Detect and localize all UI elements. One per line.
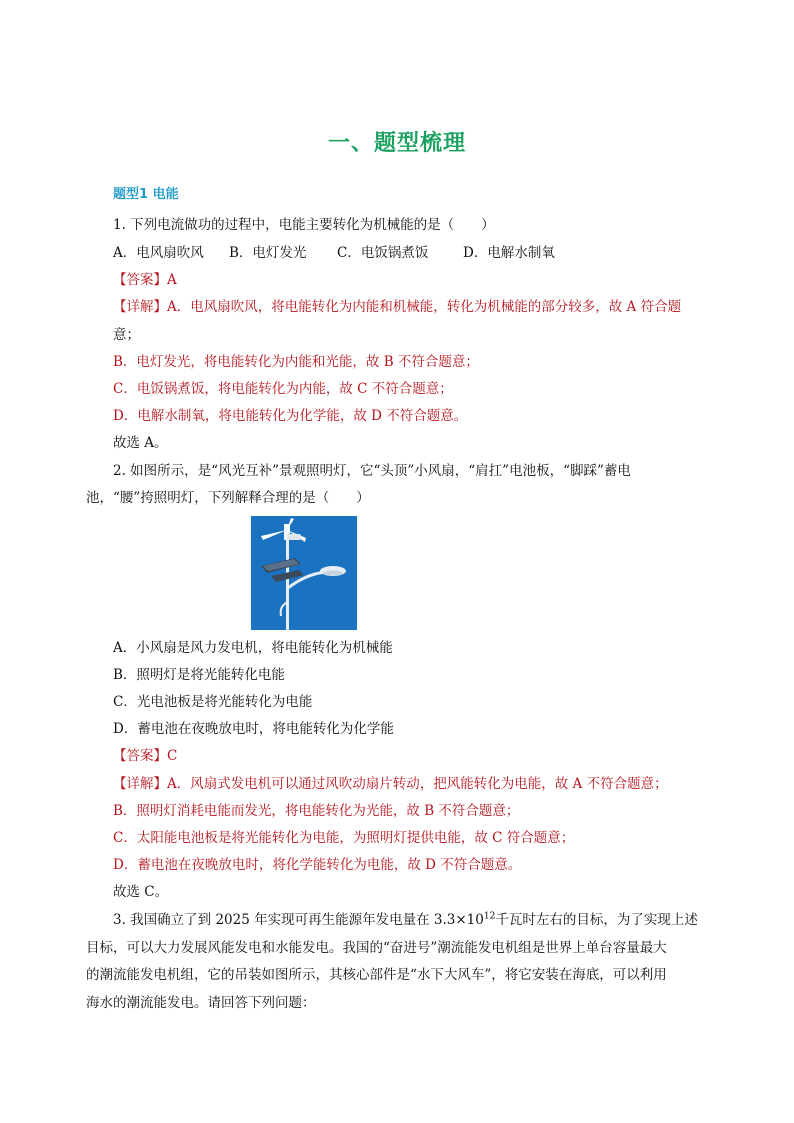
q1-options xyxy=(113,243,555,263)
q3-line-4: 海水的潮流能发电。请回答下列问题： xyxy=(86,995,316,1011)
q1-detail-4: D．电解水制氧，将电能转化为化学能，故 D 不符合题意。 xyxy=(113,408,468,424)
q3-exponent: 12 xyxy=(483,911,496,922)
q3-text-b: 千瓦时左右的目标，为了实现上述 xyxy=(495,912,698,928)
detail-text: A．电风扇吹风，将电能转化为内能和机械能，转化为机械能的部分较多，故 A 符合题 xyxy=(167,299,682,315)
answer-value: A xyxy=(167,272,177,288)
section-heading: 题型1 电能 xyxy=(113,187,179,202)
q3-line-2: 目标，可以大力发展风能发电和水能发电。我国的“奋进号”潮流能发电机组是世界上单台容量最大 xyxy=(86,940,667,956)
answer-tag: 【答案】 xyxy=(113,272,167,288)
answer-value: C xyxy=(167,748,178,764)
detail-text: A．风扇式发电机可以通过风吹动扇片转动，把风能转化为电能，故 A 不符合题意； xyxy=(167,776,668,792)
q1-detail-1 xyxy=(113,297,681,317)
detail-tag: 【详解】 xyxy=(113,776,167,792)
q2-detail-3: C．太阳能电池板是将光能转化为电能，为照明灯提供电能，故 C 符合题意； xyxy=(113,830,575,846)
q3-text-a: 3. 我国确立了到 2025 年实现可再生能源年发电量在 3.3×10 xyxy=(113,912,484,928)
street-light-figure xyxy=(251,516,357,630)
q2-detail-4: D．蓄电池在夜晚放电时，将化学能转化为电能，故 D 不符合题意。 xyxy=(113,857,522,873)
wind-solar-lamp-image xyxy=(251,516,357,630)
q2-conclusion: 故选 C。 xyxy=(113,884,169,900)
q1-detail-1b: 意； xyxy=(113,327,140,343)
q2-option-d: D．蓄电池在夜晚放电时，将电能转化为化学能 xyxy=(113,721,394,737)
q2-option-a: A．小风扇是风力发电机，将电能转化为机械能 xyxy=(113,640,393,656)
q2-stem-1: 2. 如图所示，是“风光互补”景观照明灯，它“头顶”小风扇，“肩扛”电池板，“脚踩”蓄电 xyxy=(113,463,631,479)
q1-option-d: D．电解水制氧 xyxy=(463,245,555,261)
answer-tag: 【答案】 xyxy=(113,748,167,764)
q2-stem-2: 池，“腰”挎照明灯，下列解释合理的是（ ） xyxy=(86,490,370,506)
detail-tag: 【详解】 xyxy=(113,299,167,315)
q3-line-1 xyxy=(113,910,698,930)
q2-detail-1 xyxy=(113,774,668,794)
page-title: 一、题型梳理 xyxy=(327,131,466,156)
q1-stem: 1. 下列电流做功的过程中，电能主要转化为机械能的是（ ） xyxy=(113,217,495,233)
q2-detail-2: B．照明灯消耗电能而发光，将电能转化为光能，故 B 不符合题意； xyxy=(113,803,520,819)
q1-detail-3: C．电饭锅煮饭，将电能转化为内能，故 C 不符合题意； xyxy=(113,381,453,397)
q2-option-c: C．光电池板是将光能转化为电能 xyxy=(113,694,313,710)
q1-option-b: B．电灯发光 xyxy=(229,245,307,261)
q1-answer xyxy=(113,270,177,290)
q2-answer xyxy=(113,746,177,766)
q1-detail-2: B．电灯发光，将电能转化为内能和光能，故 B 不符合题意； xyxy=(113,354,479,370)
q1-conclusion: 故选 A。 xyxy=(113,435,168,451)
q3-line-3: 的潮流能发电机组，它的吊装如图所示，其核心部件是“水下大风车”，将它安装在海底，可以利用 xyxy=(86,967,667,983)
q1-option-c: C．电饭锅煮饭 xyxy=(337,245,429,261)
q1-option-a: A．电风扇吹风 xyxy=(113,245,204,261)
q2-option-b: B．照明灯是将光能转化电能 xyxy=(113,667,285,683)
